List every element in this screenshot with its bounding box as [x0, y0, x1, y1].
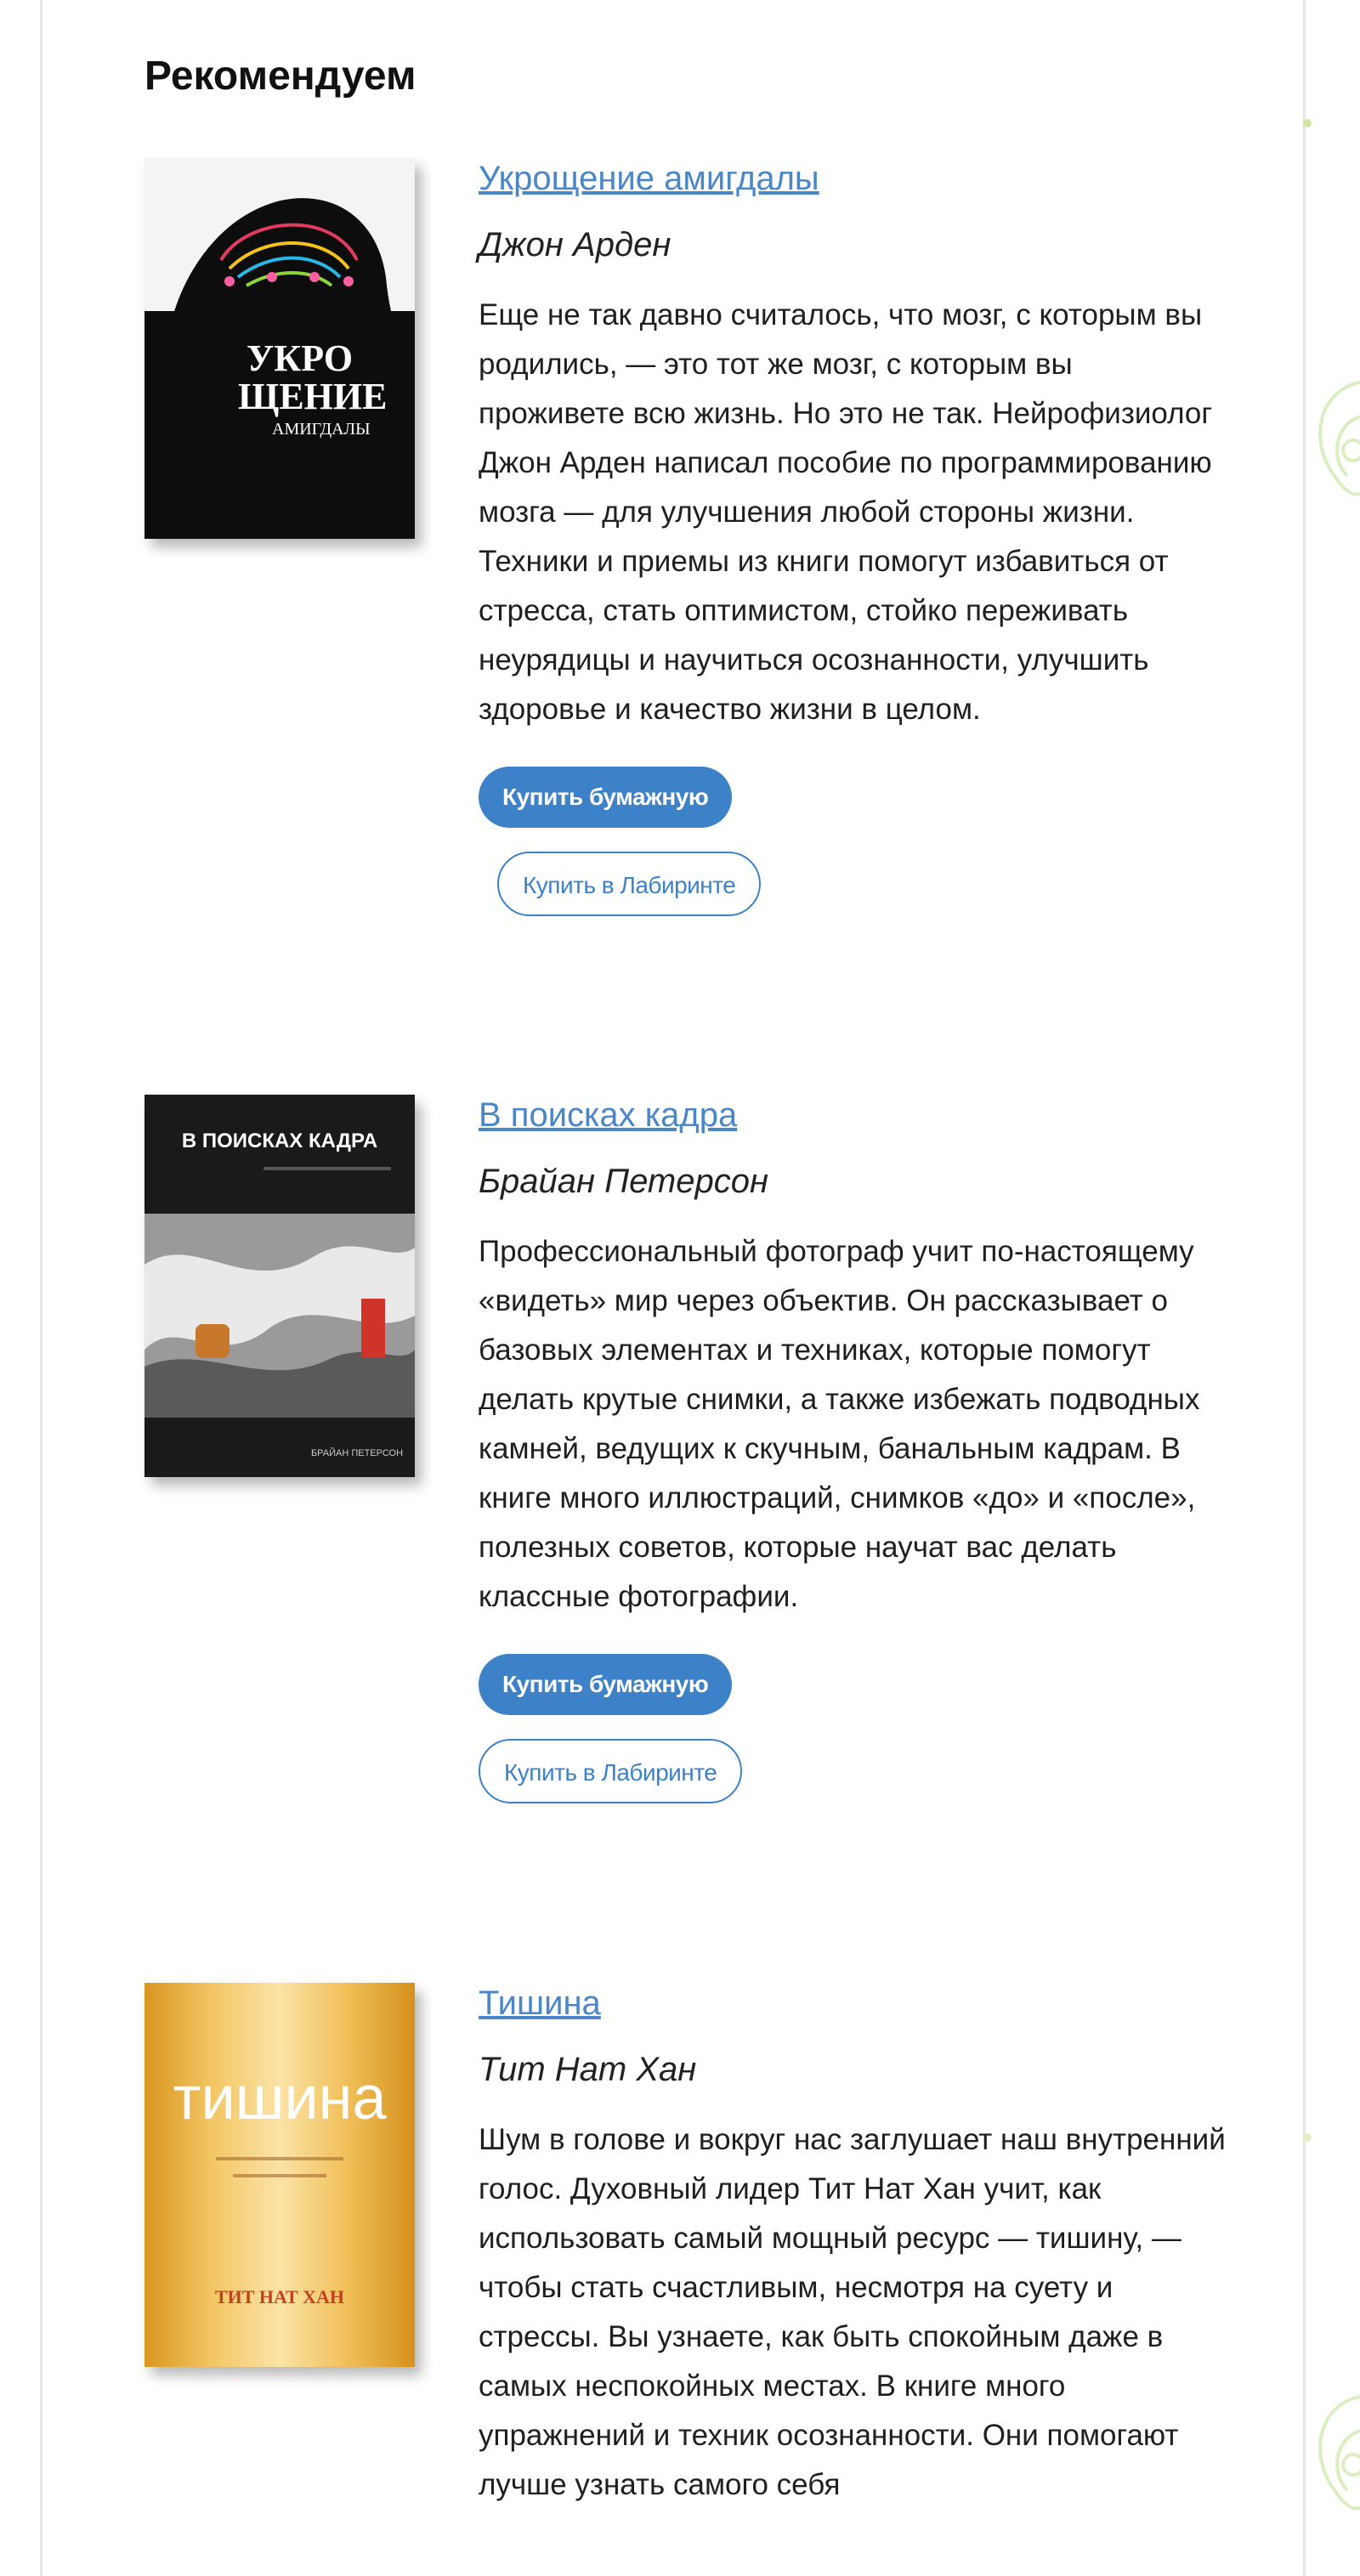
book-title-link[interactable]: В поисках кадра — [479, 1096, 738, 1134]
book-title-link[interactable]: Укрощение амигдалы — [479, 160, 819, 197]
cover-title: В ПОИСКАХ КАДРА — [181, 1129, 378, 1152]
cover-title: тишина — [173, 2064, 387, 2132]
decor-dot-ornament — [1300, 110, 1360, 136]
cover-author: ТИТ НАТ ХАН — [214, 2286, 345, 2307]
book-description: Еще не так давно считалось, что мозг, с которым вы родились, — это тот же мозг, с которым вы проживете всю жизнь. Но это не так. Нейрофизиолог Джон Арден написал пособие по программированию мозга — для улучшения любой стороны жизни. Техники и приемы из книги помогут избавиться от стресса, стать оптимистом, стойко переживать неурядицы и научиться осознанности, улучшить здоровье и качество жизни в целом. — [479, 298, 1213, 726]
buy-paper-button[interactable]: Купить бумажную — [479, 1654, 732, 1715]
cover-line3: АМИГДАЛЫ — [272, 420, 371, 439]
buy-labirint-button[interactable]: Купить в Лабиринте — [479, 1739, 742, 1803]
buy-labirint-button[interactable]: Купить в Лабиринте — [497, 852, 761, 916]
buy-paper-button[interactable]: Купить бумажную — [479, 767, 732, 828]
book-author: Брайан Петерсон — [479, 1163, 768, 1200]
cover-line1: УКРО — [246, 337, 354, 379]
book-cover[interactable] — [144, 1095, 415, 1477]
cover-line2: ЩЕНИЕ — [238, 376, 388, 417]
book-cover[interactable] — [144, 1983, 415, 2367]
book-cover[interactable] — [144, 158, 415, 539]
book-author: Джон Арден — [479, 226, 672, 263]
page-border-left — [40, 0, 42, 2576]
section-title: Рекомендуем — [144, 54, 416, 99]
book-description: Профессиональный фотограф учит по-настоящему «видеть» мир через объектив. Он рассказывает о базовых элементах и техниках, которые помогут делать крутые снимки, а также избежать подводных камней, ведущих к скучным, банальным кадрам. В книге много иллюстраций, снимков «до» и «после», полезных советов, которые научат вас делать классные фотографии. — [479, 1235, 1200, 1613]
book-description: Шум в голове и вокруг нас заглушает наш внутренний голос. Духовный лидер Тит Нат Хан учит, как использовать самый мощный ресурс — тишину, — чтобы стать счастливым, несмотря на суету и стрессы. Вы узнаете, как быть спокойным даже в самых неспокойных местах. В книге много упражнений и техник осознанности. Они помогают лучше узнать самого себя — [479, 2123, 1226, 2501]
book-title-link[interactable]: Тишина — [479, 1984, 601, 2022]
book-author: Тит Нат Хан — [479, 2051, 697, 2088]
cover-author: БРАЙАН ПЕТЕРСОН — [310, 1448, 404, 1458]
